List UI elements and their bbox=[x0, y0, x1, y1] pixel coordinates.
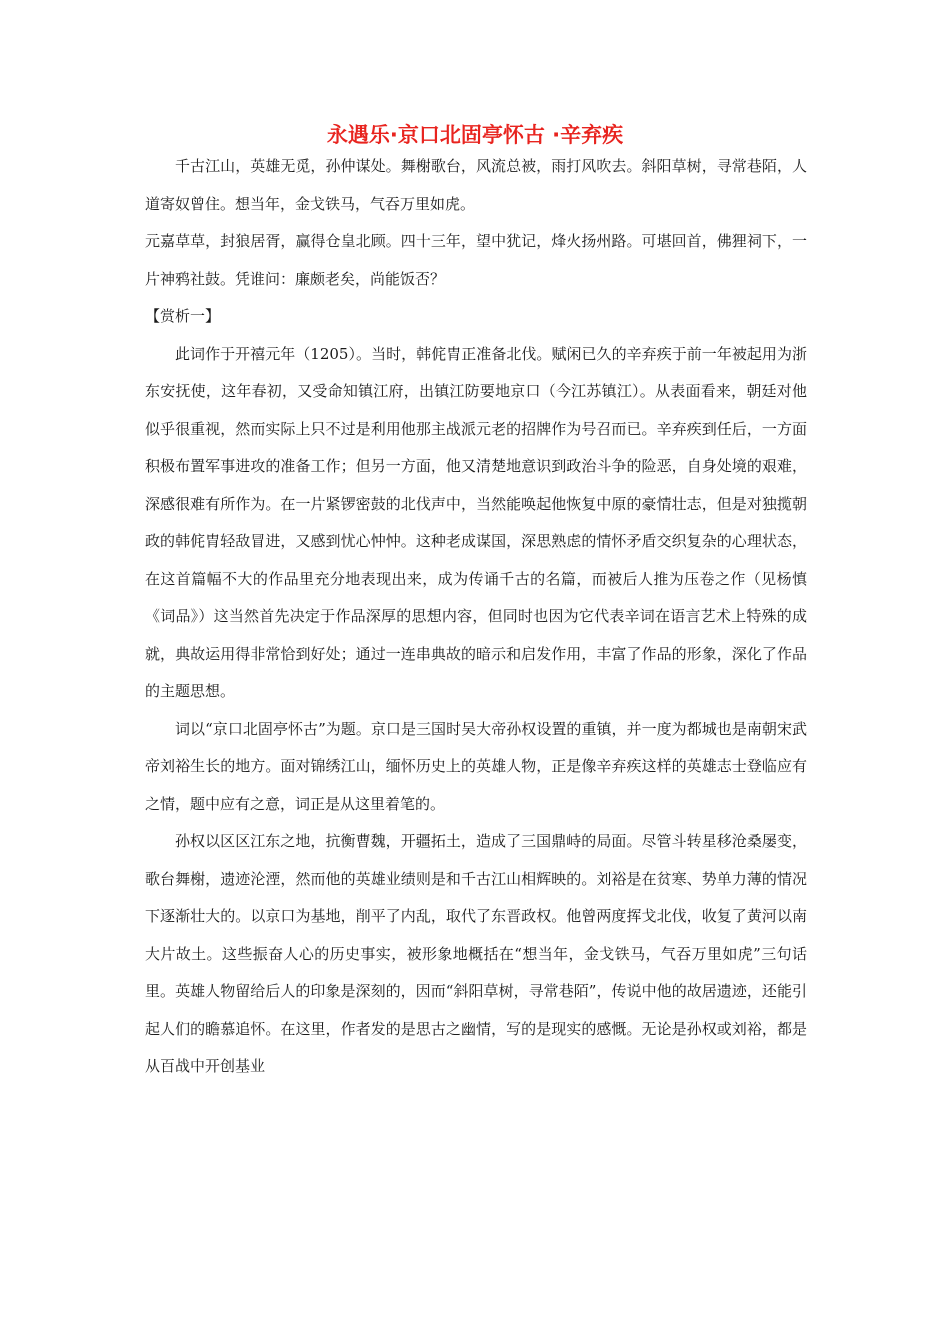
analysis-paragraph-3: 孙权以区区江东之地，抗衡曹魏，开疆拓土，造成了三国鼎峙的局面。尽管斗转星移沧桑屡变，歌台舞榭，遗迹沦湮，然而他的英雄业绩则是和千古江山相辉映的。刘裕是在贫寒、势单力薄的情况下逐渐壮大的。以京口为基地，削平了内乱，取代了东晋政权。他曾两度挥戈北伐，收复了黄河以南大片故土。这些振奋人心的历史事实，被形象地概括在“想当年，金戈铁马，气吞万里如虎”三句话里。英雄人物留给后人的印象是深刻的，因而“斜阳草树，寻常巷陌”，传说中他的故居遗迹，还能引起人们的瞻慕追怀。在这里，作者发的是思古之幽情，写的是现实的感慨。无论是孙权或刘裕，都是从百战中开创基业 bbox=[145, 832, 807, 1075]
poem-stanza-1: 千古江山，英雄无觅，孙仲谋处。舞榭歌台，风流总被，雨打风吹去。斜阳草树，寻常巷陌，人道寄奴曾住。想当年，金戈铁马，气吞万里如虎。 bbox=[145, 157, 807, 213]
page-title: 永遇乐·京口北固亭怀古 ·辛弃疾 bbox=[326, 123, 624, 147]
poem-stanza-2: 元嘉草草，封狼居胥，赢得仓皇北顾。四十三年，望中犹记，烽火扬州路。可堪回首，佛狸祠下，一片神鸦社鼓。凭谁问：廉颇老矣，尚能饭否？ bbox=[145, 232, 807, 288]
document-body bbox=[145, 148, 807, 1086]
section-heading: 【赏析一】 bbox=[145, 307, 221, 325]
analysis-paragraph-2: 词以“京口北固亭怀古”为题。京口是三国时吴大帝孙权设置的重镇，并一度为都城也是南朝宋武帝刘裕生长的地方。面对锦绣江山，缅怀历史上的英雄人物，正是像辛弃疾这样的英雄志士登临应有之情，题中应有之意，词正是从这里着笔的。 bbox=[145, 719, 807, 813]
analysis-paragraph-1: 此词作于开禧元年（1205）。当时，韩侂胄正准备北伐。赋闲已久的辛弃疾于前一年被起用为浙东安抚使，这年春初，又受命知镇江府，出镇江防要地京口（今江苏镇江）。从表面看来，朝廷对他似乎很重视，然而实际上只不过是利用他那主战派元老的招牌作为号召而已。辛弃疾到任后，一方面积极布置军事进攻的准备工作；但另一方面，他又清楚地意识到政治斗争的险恶，自身处境的艰难，深感很难有所作为。在一片紧锣密鼓的北伐声中，当然能唤起他恢复中原的豪情壮志，但是对独揽朝政的韩侂胄轻敌冒进，又感到忧心忡忡。这种老成谋国，深思熟虑的情怀矛盾交织复杂的心理状态，在这首篇幅不大的作品里充分地表现出来，成为传诵千古的名篇，而被后人推为压卷之作（见杨慎《词品》）这当然首先决定于作品深厚的思想内容，但同时也因为它代表辛词在语言艺术上特殊的成就，典故运用得非常恰到好处；通过一连串典故的暗示和启发作用，丰富了作品的形象，深化了作品的主题思想。 bbox=[145, 344, 807, 700]
